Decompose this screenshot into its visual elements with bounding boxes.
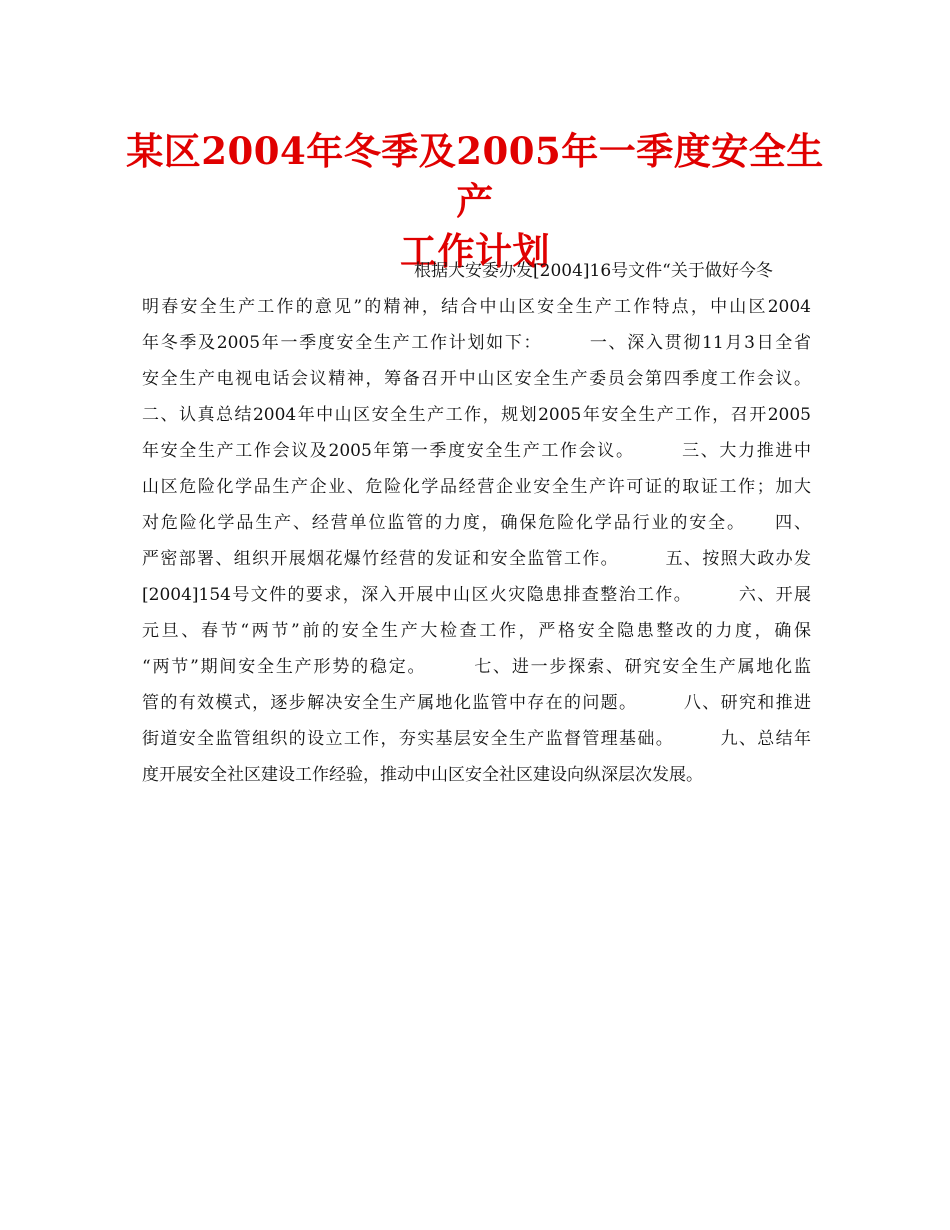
body-line: “两节”期间安全生产形势的稳定。 七、进一步探索、研究安全生产属地化监 [142,657,811,677]
body-line: 安全生产电视电话会议精神，筹备召开中山区安全生产委员会第四季度工作会议。 [142,369,811,389]
title-line-2: 工作计划 [400,229,550,273]
body-line: 明春安全生产工作的意见”的精神，结合中山区安全生产工作特点，中山区2004 [142,297,811,317]
body-line: 度开展安全社区建设工作经验，推动中山区安全社区建设向纵深层次发展。 [142,765,703,785]
body-line: 街道安全监管组织的设立工作，夯实基层安全生产监督管理基础。 九、总结年 [142,729,811,749]
body-line: 对危险化学品生产、经营单位监管的力度，确保危险化学品行业的安全。 四、 [142,513,811,533]
body-line: 年冬季及2005年一季度安全生产工作计划如下： 一、深入贯彻11月3日全省 [142,333,811,353]
body-line: 元旦、春节“两节”前的安全生产大检查工作，严格安全隐患整改的力度，确保 [142,621,811,641]
document-body [142,253,811,793]
body-line: [2004]154号文件的要求，深入开展中山区火灾隐患排查整治工作。 六、开展 [142,585,811,605]
body-line: 管的有效模式，逐步解决安全生产属地化监管中存在的问题。 八、研究和推进 [142,693,811,713]
body-line: 年安全生产工作会议及2005年第一季度安全生产工作会议。 三、大力推进中 [142,441,811,461]
body-line: 严密部署、组织开展烟花爆竹经营的发证和安全监管工作。 五、按照大政办发 [142,549,811,569]
title-line-1: 某区2004年冬季及2005年一季度安全生产 [126,129,824,223]
body-line: 山区危险化学品生产企业、危险化学品经营企业安全生产许可证的取证工作；加大 [142,477,811,497]
body-line: 根据大安委办发[2004]16号文件“关于做好今冬 [414,261,773,281]
body-line: 二、认真总结2004年中山区安全生产工作，规划2005年安全生产工作，召开2005 [142,405,811,425]
